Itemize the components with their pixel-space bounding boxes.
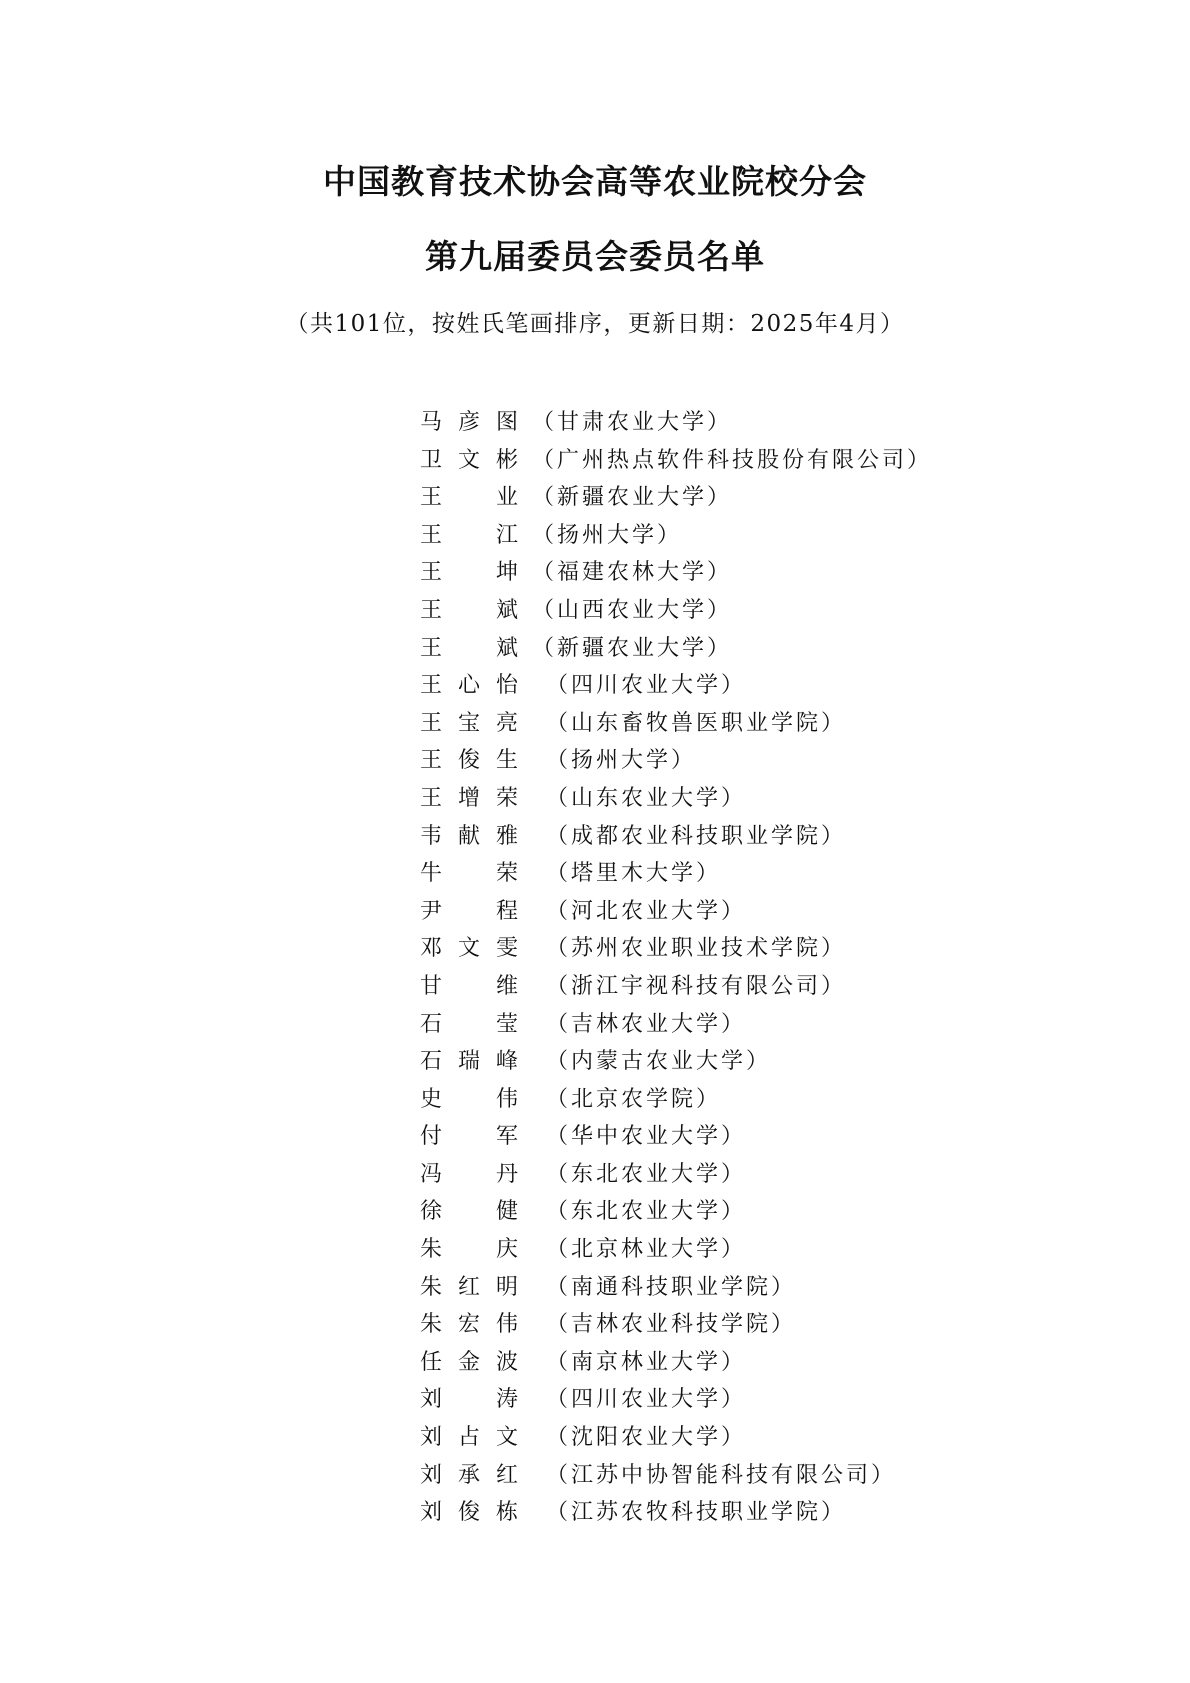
member-organization: （江苏农牧科技职业学院） xyxy=(546,1500,847,1526)
member-organization: （广州热点软件科技股份有限公司） xyxy=(532,447,933,473)
member-organization: （内蒙古农业大学） xyxy=(546,1049,772,1075)
member-row xyxy=(420,818,1160,856)
member-organization: （沈阳农业大学） xyxy=(546,1425,747,1451)
member-row xyxy=(420,517,1160,555)
member-organization: （北京林业大学） xyxy=(546,1237,747,1263)
member-row xyxy=(420,1043,1160,1081)
member-organization: （浙江宇视科技有限公司） xyxy=(546,973,847,999)
member-organization: （四川农业大学） xyxy=(546,1387,747,1413)
member-name: 王宝亮 xyxy=(420,710,518,736)
member-row xyxy=(420,554,1160,592)
member-name: 王心怡 xyxy=(420,673,518,699)
member-row xyxy=(420,1419,1160,1457)
member-row xyxy=(420,592,1160,630)
member-name: 甘 维 xyxy=(420,973,518,999)
member-name: 徐 健 xyxy=(420,1199,518,1225)
member-organization: （四川农业大学） xyxy=(546,673,747,699)
member-organization: （江苏中协智能科技有限公司） xyxy=(546,1462,897,1488)
member-row xyxy=(420,780,1160,818)
member-name: 王 江 xyxy=(420,522,518,548)
member-organization: （新疆农业大学） xyxy=(532,635,733,661)
member-row xyxy=(420,1269,1160,1307)
member-name: 马彦图 xyxy=(420,410,518,435)
member-organization: （东北农业大学） xyxy=(546,1161,747,1187)
member-row xyxy=(420,630,1160,668)
member-name: 尹 程 xyxy=(420,898,518,924)
member-organization: （扬州大学） xyxy=(532,522,683,548)
member-organization: （山东农业大学） xyxy=(546,785,747,811)
member-row xyxy=(420,442,1160,480)
member-name: 王 业 xyxy=(420,485,518,511)
member-organization: （塔里木大学） xyxy=(546,861,722,887)
member-name: 王 斌 xyxy=(420,597,518,623)
member-name: 史 伟 xyxy=(420,1086,518,1112)
member-row xyxy=(420,1006,1160,1044)
member-organization: （山东畜牧兽医职业学院） xyxy=(546,710,847,736)
member-organization: （甘肃农业大学） xyxy=(532,410,733,435)
member-name: 刘俊栋 xyxy=(420,1500,518,1526)
member-name: 冯 丹 xyxy=(420,1161,518,1187)
member-name: 刘 涛 xyxy=(420,1387,518,1413)
member-organization: （吉林农业科技学院） xyxy=(546,1312,797,1338)
member-organization: （新疆农业大学） xyxy=(532,485,733,511)
member-organization: （南通科技职业学院） xyxy=(546,1274,797,1300)
member-name: 邓文雯 xyxy=(420,936,518,962)
member-organization: （山西农业大学） xyxy=(532,597,733,623)
member-row xyxy=(420,968,1160,1006)
member-organization: （北京农学院） xyxy=(546,1086,722,1112)
member-name: 王 斌 xyxy=(420,635,518,661)
member-name: 韦献雅 xyxy=(420,823,518,849)
member-organization: （苏州农业职业技术学院） xyxy=(546,936,847,962)
member-row xyxy=(420,1344,1160,1382)
member-row xyxy=(420,667,1160,705)
member-row xyxy=(420,1457,1160,1495)
member-organization: （南京林业大学） xyxy=(546,1349,747,1375)
member-name: 王增荣 xyxy=(420,785,518,811)
member-row xyxy=(420,1494,1160,1532)
member-name: 付 军 xyxy=(420,1124,518,1150)
member-row xyxy=(420,1156,1160,1194)
member-organization: （吉林农业大学） xyxy=(546,1011,747,1037)
member-organization: （扬州大学） xyxy=(546,748,697,774)
member-row xyxy=(420,1306,1160,1344)
member-row xyxy=(420,1193,1160,1231)
document-note: （共101位，按姓氏笔画排序，更新日期：2025年4月） xyxy=(285,311,905,337)
member-name: 朱红明 xyxy=(420,1274,518,1300)
member-row xyxy=(420,1118,1160,1156)
member-name: 刘承红 xyxy=(420,1462,518,1488)
member-row xyxy=(420,404,1160,442)
member-row xyxy=(420,742,1160,780)
member-name: 牛 荣 xyxy=(420,861,518,887)
member-row xyxy=(420,479,1160,517)
member-list xyxy=(420,404,1160,1532)
document-subtitle-heading: 第九届委员会委员名单 xyxy=(425,237,765,276)
member-name: 石瑞峰 xyxy=(420,1049,518,1075)
member-organization: （成都农业科技职业学院） xyxy=(546,823,847,849)
member-organization: （东北农业大学） xyxy=(546,1199,747,1225)
member-organization: （福建农林大学） xyxy=(532,560,733,586)
member-row xyxy=(420,1381,1160,1419)
member-name: 石 莹 xyxy=(420,1011,518,1037)
member-row xyxy=(420,1231,1160,1269)
member-name: 卫文彬 xyxy=(420,447,518,473)
member-name: 王俊生 xyxy=(420,748,518,774)
member-organization: （河北农业大学） xyxy=(546,898,747,924)
member-row xyxy=(420,893,1160,931)
member-name: 王 坤 xyxy=(420,560,518,586)
member-organization: （华中农业大学） xyxy=(546,1124,747,1150)
member-name: 朱 庆 xyxy=(420,1237,518,1263)
member-name: 刘占文 xyxy=(420,1425,518,1451)
member-row xyxy=(420,705,1160,743)
member-row xyxy=(420,855,1160,893)
member-row xyxy=(420,1081,1160,1119)
document-title: 中国教育技术协会高等农业院校分会 xyxy=(323,162,867,201)
member-name: 朱宏伟 xyxy=(420,1312,518,1338)
member-row xyxy=(420,930,1160,968)
member-name: 任金波 xyxy=(420,1349,518,1375)
